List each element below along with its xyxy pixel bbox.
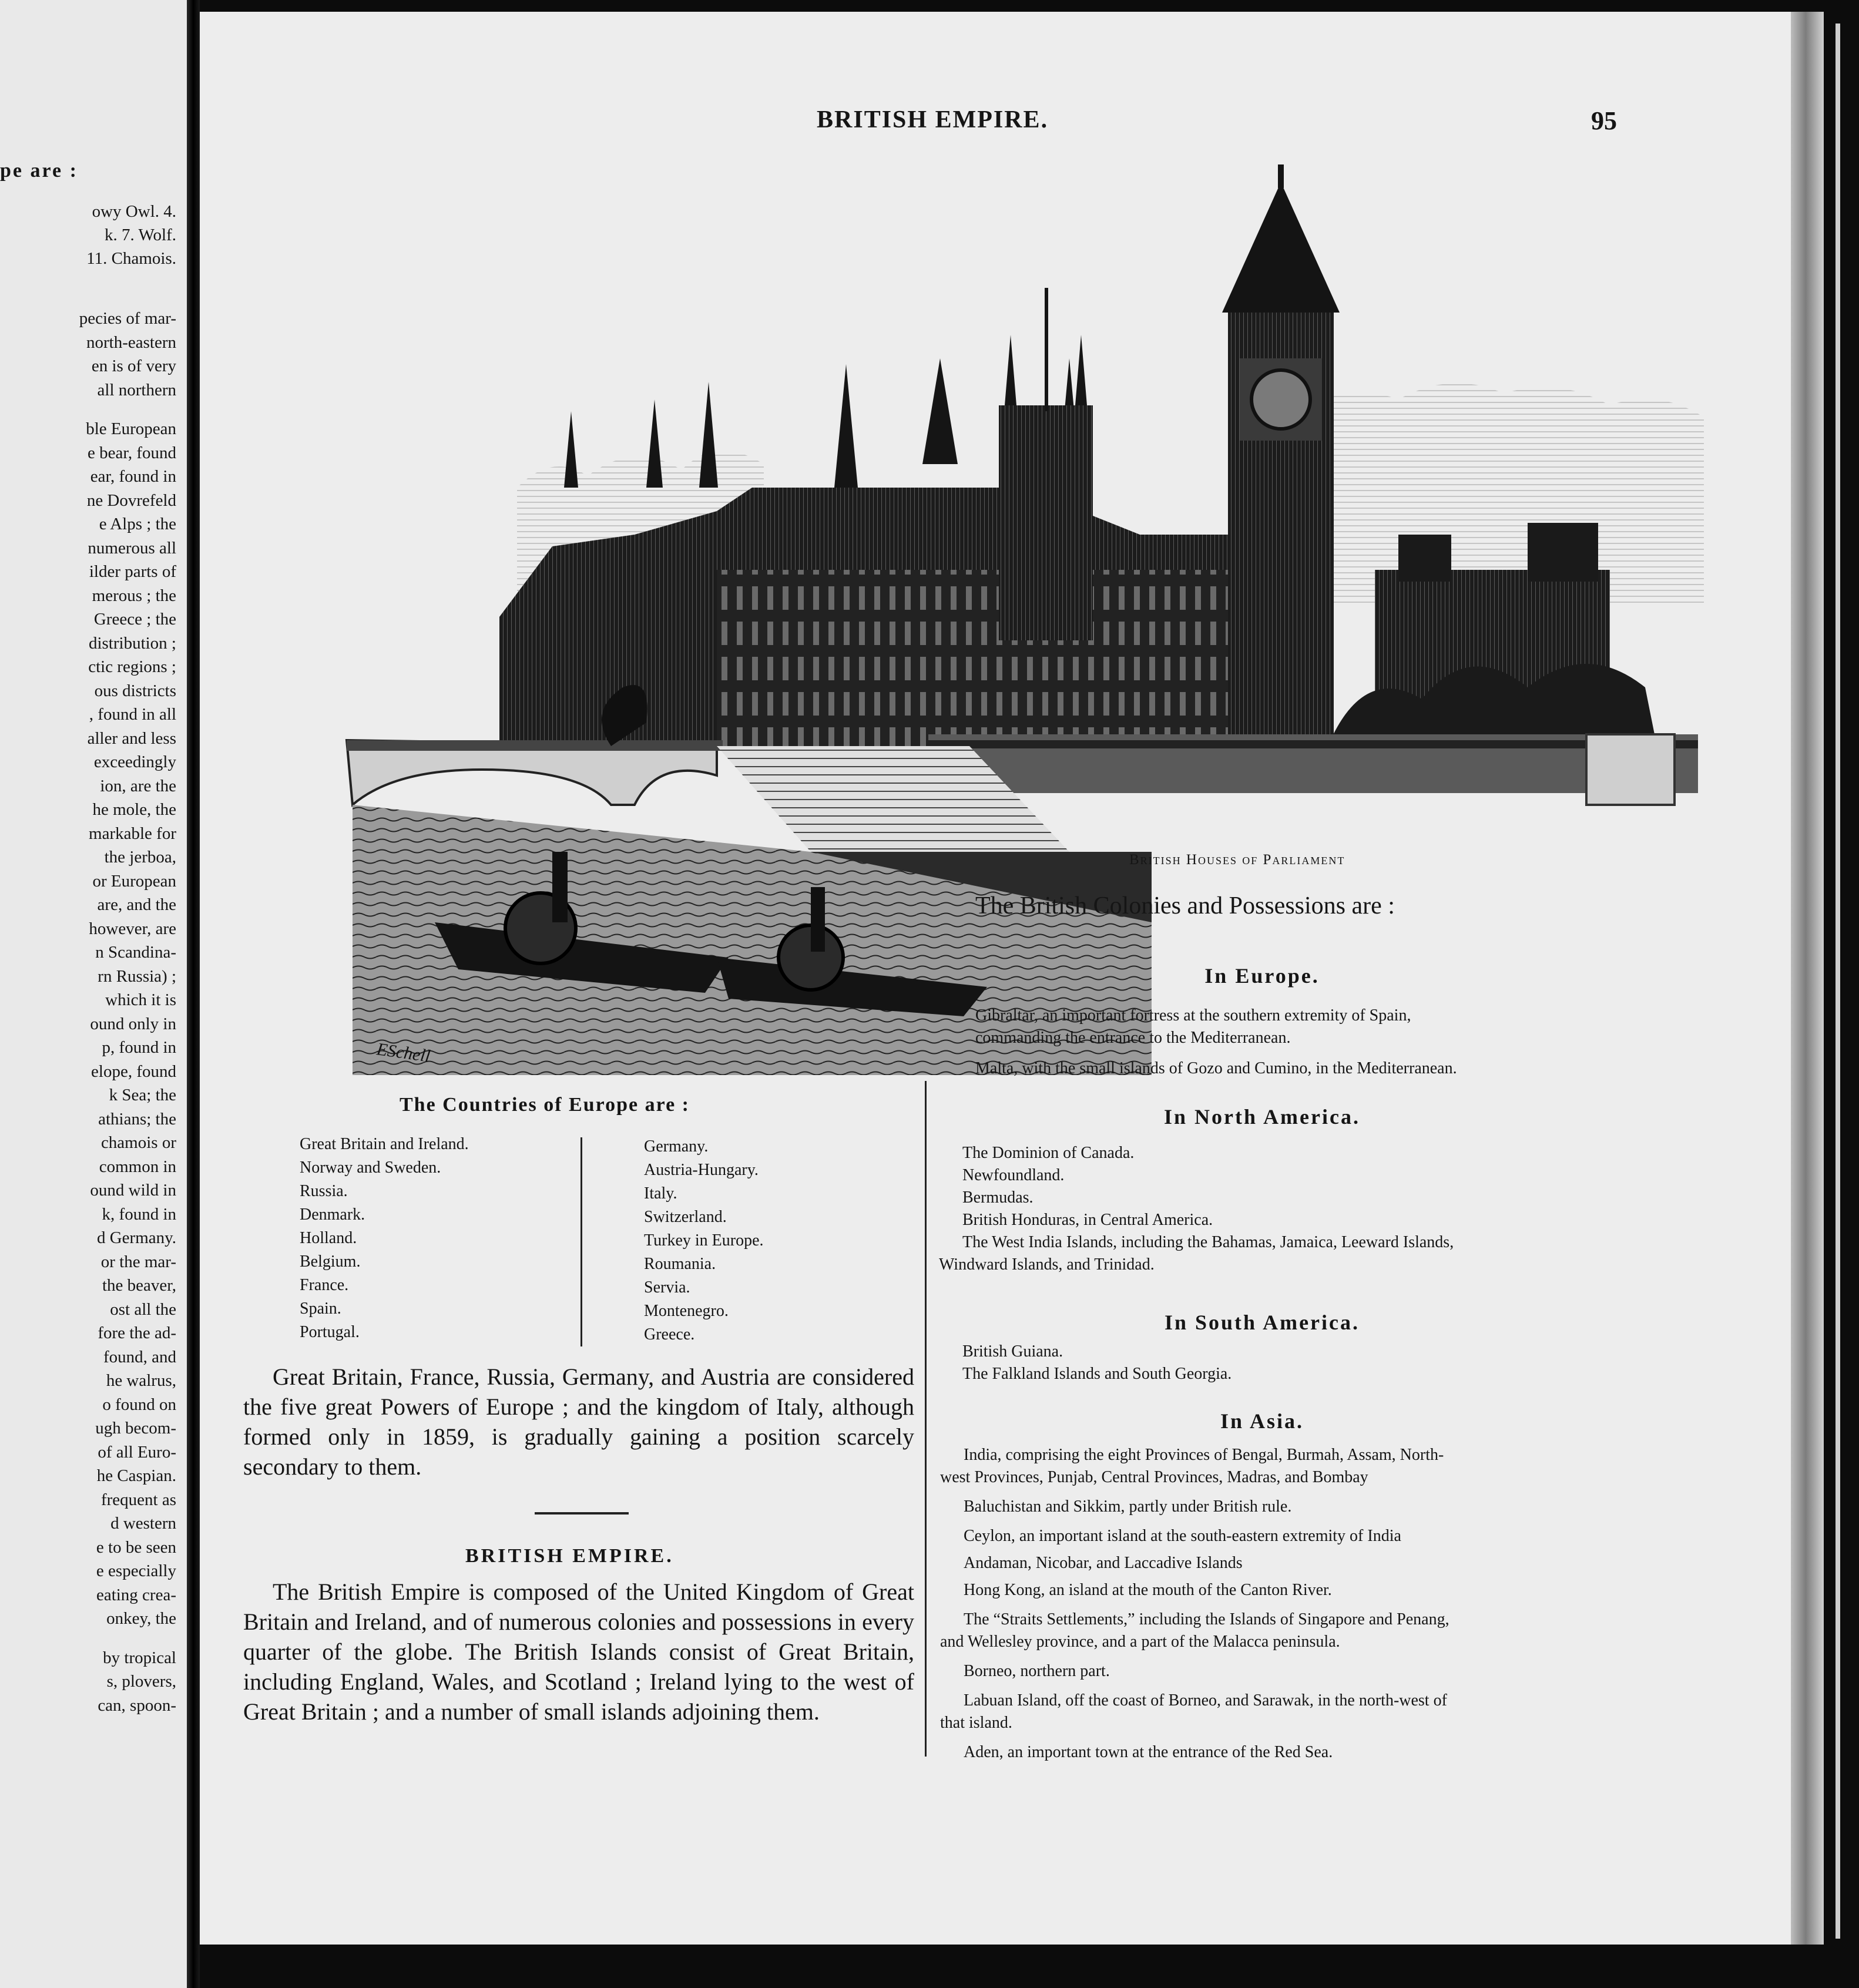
text-line: ugh becom- (95, 1419, 176, 1438)
list-item: commanding the entrance to the Mediterranean. (975, 1029, 1291, 1047)
list-item: west Provinces, Punjab, Central Provinces, Madras, and Bombay (940, 1468, 1368, 1486)
text-line: frequent as (100, 1490, 176, 1509)
countries-heading: The Countries of Europe are : (400, 1094, 690, 1116)
text-line: north-eastern (86, 333, 176, 352)
list-item: that island. (940, 1714, 1012, 1732)
countries-divider (580, 1137, 582, 1346)
text-line: he Caspian. (96, 1466, 176, 1485)
list-item: The Dominion of Canada. (962, 1144, 1135, 1162)
text-line: he walrus, (106, 1371, 176, 1390)
page-number: 95 (1591, 106, 1617, 135)
text-line: he mole, the (92, 800, 176, 819)
page-gutter (187, 0, 200, 1988)
text-line: chamois or (100, 1133, 176, 1152)
parliament-engraving (306, 159, 1791, 1075)
text-line: owy Owl. 4. (92, 202, 176, 221)
text-line: s, plovers, (106, 1672, 176, 1691)
section-heading-europe: In Europe. (1204, 964, 1320, 988)
text-line: ound only in (90, 1014, 176, 1033)
text-line: of all Euro- (98, 1442, 176, 1462)
text-line: however, are (89, 919, 176, 938)
engraver-signature: ESchell (375, 1039, 432, 1066)
text-line: ctic regions ; (88, 657, 176, 676)
colonies-heading: The British Colonies and Possessions are : (975, 892, 1395, 919)
text-line: d western (110, 1514, 176, 1533)
text-line: fore the ad- (98, 1324, 176, 1342)
text-line: Greece ; the (93, 610, 176, 629)
section-heading-north-america: In North America. (1164, 1105, 1360, 1129)
country-item: Denmark. (300, 1205, 365, 1224)
text-line: ost all the (110, 1299, 176, 1319)
paragraph-text: Great Britain, France, Russia, Germany, and Austria are considered the five great Powers of Europe ; and the kingdom of Italy, although formed only in 1859, is gradually gaining a position scarcely secondary to them. (243, 1364, 914, 1480)
country-item: Servia. (644, 1278, 690, 1297)
text-line: by tropical (103, 1648, 176, 1667)
europe-possessions-list (975, 1005, 1457, 1080)
text-line: e Alps ; the (99, 515, 176, 533)
book-spine-shadow (1791, 12, 1824, 1945)
text-line: which it is (105, 990, 176, 1009)
text-line: found, and (103, 1347, 176, 1366)
text-line: en is of very (91, 357, 176, 375)
text-line: are, and the (97, 895, 176, 914)
text-line: , found in all (89, 705, 176, 724)
illustration-caption: British Houses of Parliament (1129, 852, 1345, 868)
left-page-animal-list (0, 200, 176, 270)
list-item: Gibraltar, an important fortress at the southern extremity of Spain, (975, 1006, 1411, 1025)
text-line: ear, found in (90, 467, 176, 486)
list-item: Borneo, northern part. (964, 1662, 1110, 1680)
text-line: ne Dovrefeld (86, 491, 176, 510)
text-line: onkey, the (106, 1609, 176, 1628)
left-page-text (0, 307, 176, 1717)
text-line: k Sea; the (109, 1086, 176, 1104)
text-line: common in (99, 1157, 176, 1176)
list-item: Malta, with the small islands of Gozo and Cumino, in the Mediterranean. (975, 1059, 1457, 1077)
country-item: Turkey in Europe. (644, 1231, 764, 1250)
list-item: Baluchistan and Sikkim, partly under British rule. (964, 1497, 1292, 1516)
country-item: Spain. (300, 1299, 341, 1318)
list-item: Labuan Island, off the coast of Borneo, and Sarawak, in the north-west of (964, 1691, 1447, 1710)
list-item: British Guiana. (962, 1342, 1063, 1361)
country-item: Portugal. (300, 1323, 360, 1341)
text-line: p, found in (102, 1038, 176, 1057)
paragraph-gap (0, 1631, 176, 1646)
text-line: ound wild in (90, 1181, 176, 1200)
british-empire-heading: BRITISH EMPIRE. (465, 1545, 674, 1567)
paragraph-gap (0, 402, 176, 417)
text-line: ous districts (94, 681, 176, 700)
list-item: The West India Islands, including the Bahamas, Jamaica, Leeward Islands, (962, 1233, 1454, 1251)
section-rule (535, 1512, 629, 1514)
text-line: or the mar- (100, 1252, 176, 1271)
page-edge (1835, 23, 1840, 1939)
text-line: markable for (89, 824, 176, 843)
section-heading-south-america: In South America. (1164, 1311, 1360, 1334)
text-line: ion, are the (100, 776, 176, 795)
south-america-possessions-list (962, 1341, 1231, 1385)
british-empire-paragraph (243, 1577, 914, 1727)
country-item: France. (300, 1276, 349, 1294)
country-item: Russia. (300, 1182, 348, 1200)
country-item: Belgium. (300, 1252, 361, 1271)
north-america-possessions-list (939, 1142, 1454, 1276)
text-line: numerous all (88, 538, 176, 558)
text-line: o found on (102, 1395, 176, 1414)
list-item: The “Straits Settlements,” including the Islands of Singapore and Penang, (964, 1610, 1449, 1628)
country-item: Montenegro. (644, 1302, 729, 1320)
left-page-fragment (0, 0, 187, 1988)
list-item: British Honduras, in Central America. (962, 1211, 1213, 1229)
list-item: Andaman, Nicobar, and Laccadive Islands (964, 1554, 1243, 1572)
text-line: the beaver, (102, 1276, 176, 1295)
left-page-heading: pe are : (0, 160, 78, 182)
countries-list-right (644, 1135, 764, 1346)
text-line: exceedingly (93, 753, 176, 771)
list-item: Hong Kong, an island at the mouth of the Canton River. (964, 1581, 1332, 1599)
text-line: aller and less (87, 728, 176, 748)
text-line: ble European (86, 419, 176, 438)
list-item: Ceylon, an important island at the south-eastern extremity of India (964, 1527, 1401, 1545)
text-line: merous ; the (92, 586, 176, 605)
list-item: and Wellesley province, and a part of the Malacca peninsula. (940, 1633, 1340, 1651)
text-line: or European (92, 871, 176, 891)
country-item: Switzerland. (644, 1208, 727, 1226)
country-item: Greece. (644, 1325, 695, 1344)
list-item: India, comprising the eight Provinces of Bengal, Burmah, Assam, North- (964, 1446, 1444, 1464)
running-header: BRITISH EMPIRE. (817, 106, 1049, 133)
country-item: Great Britain and Ireland. (300, 1135, 469, 1153)
text-line: pecies of mar- (79, 309, 176, 328)
text-line: all northern (97, 380, 176, 399)
country-item: Austria-Hungary. (644, 1161, 759, 1179)
country-item: Holland. (300, 1229, 357, 1247)
section-heading-asia: In Asia. (1220, 1409, 1304, 1433)
text-line: distribution ; (88, 633, 176, 653)
text-line: d Germany. (96, 1228, 176, 1247)
list-item: Newfoundland. (962, 1166, 1065, 1184)
asia-possessions-list (940, 1444, 1449, 1764)
text-line: k, found in (102, 1204, 176, 1224)
text-line: the jerboa, (104, 848, 176, 867)
text-line: e to be seen (96, 1537, 176, 1557)
text-line: rn Russia) ; (98, 966, 176, 986)
text-line: eating crea- (96, 1585, 176, 1604)
text-line: e bear, found (87, 443, 176, 462)
text-line: can, spoon- (98, 1695, 176, 1715)
list-item: Windward Islands, and Trinidad. (939, 1255, 1155, 1274)
paragraph-text: The British Empire is composed of the United Kingdom of Great Britain and Ireland, and of numerous colonies and possessions in every quarter of the globe. The British Islands consist of Great Britain, including England, Wales, and Scotland ; Ireland lying to the west of Great Britain ; and a number of small islands adjoining them. (243, 1579, 914, 1725)
list-item: Bermudas. (962, 1188, 1033, 1207)
text-line: athians; the (98, 1109, 176, 1129)
country-item: Roumania. (644, 1255, 716, 1273)
text-line: n Scandina- (95, 943, 176, 962)
text-line: ilder parts of (89, 562, 176, 581)
text-line: elope, found (91, 1062, 176, 1081)
right-page (200, 12, 1791, 1945)
text-line: e especially (96, 1561, 176, 1580)
list-item: The Falkland Islands and South Georgia. (962, 1365, 1232, 1383)
column-divider (925, 1081, 927, 1757)
country-item: Germany. (644, 1137, 709, 1156)
countries-list-left (300, 1133, 469, 1344)
country-item: Italy. (644, 1184, 677, 1203)
list-item: Aden, an important town at the entrance of the Red Sea. (964, 1743, 1333, 1761)
text-line: k. 7. Wolf. (105, 226, 176, 244)
country-item: Norway and Sweden. (300, 1158, 441, 1177)
text-line: 11. Chamois. (86, 249, 176, 268)
powers-paragraph (243, 1362, 914, 1482)
